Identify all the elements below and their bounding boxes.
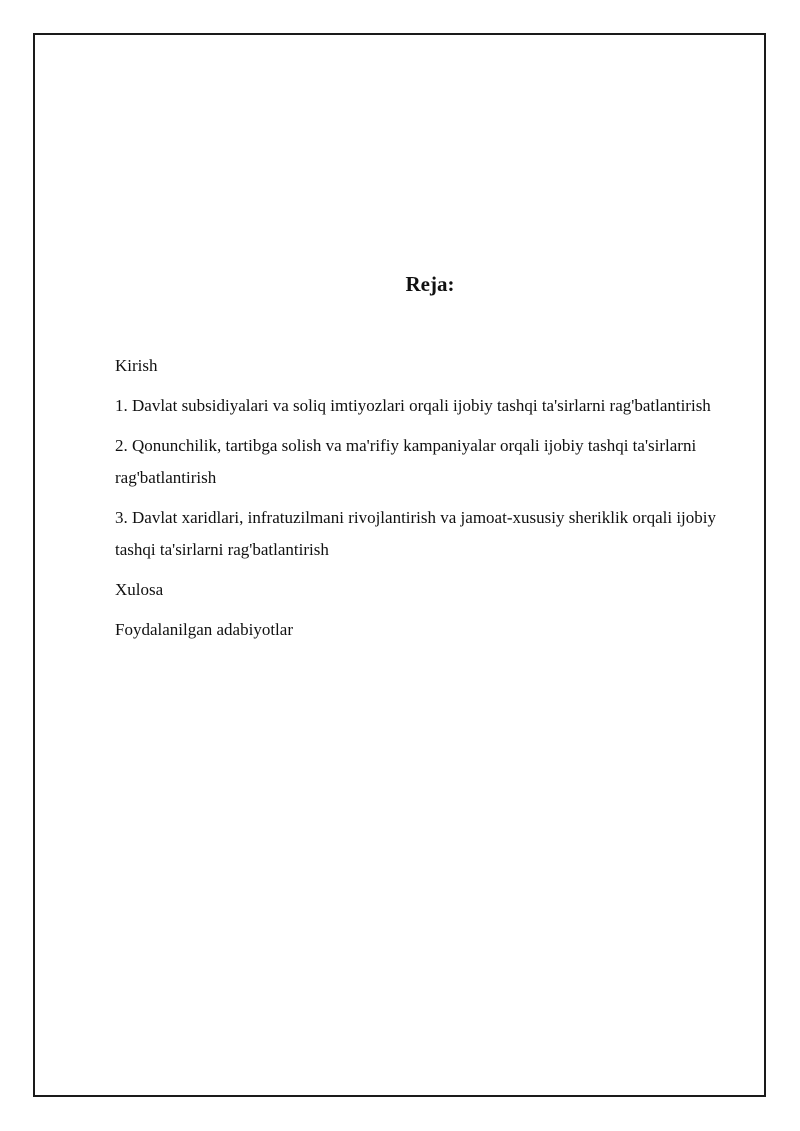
toc-item-references: Foydalanilgan adabiyotlar xyxy=(115,620,293,639)
page-title: Reja: xyxy=(405,272,455,296)
toc-item-section-1: 1. Davlat subsidiyalari va soliq imtiyozlari orqali ijobiy tashqi ta'sirlarni rag'batlantirish xyxy=(115,396,711,415)
toc-item-section-3: 3. Davlat xaridlari, infratuzilmani rivojlantirish va jamoat-xususiy sheriklik orqali ijobiy tashqi ta'sirlarni rag'batlantirish xyxy=(115,508,717,559)
toc-item-introduction: Kirish xyxy=(115,356,158,375)
table-of-contents xyxy=(115,350,740,654)
toc-item-conclusion: Xulosa xyxy=(115,580,164,599)
toc-item-section-2: 2. Qonunchilik, tartibga solish va ma'rifiy kampaniyalar orqali ijobiy tashqi ta'sirlarni rag'batlantirish xyxy=(115,436,697,487)
